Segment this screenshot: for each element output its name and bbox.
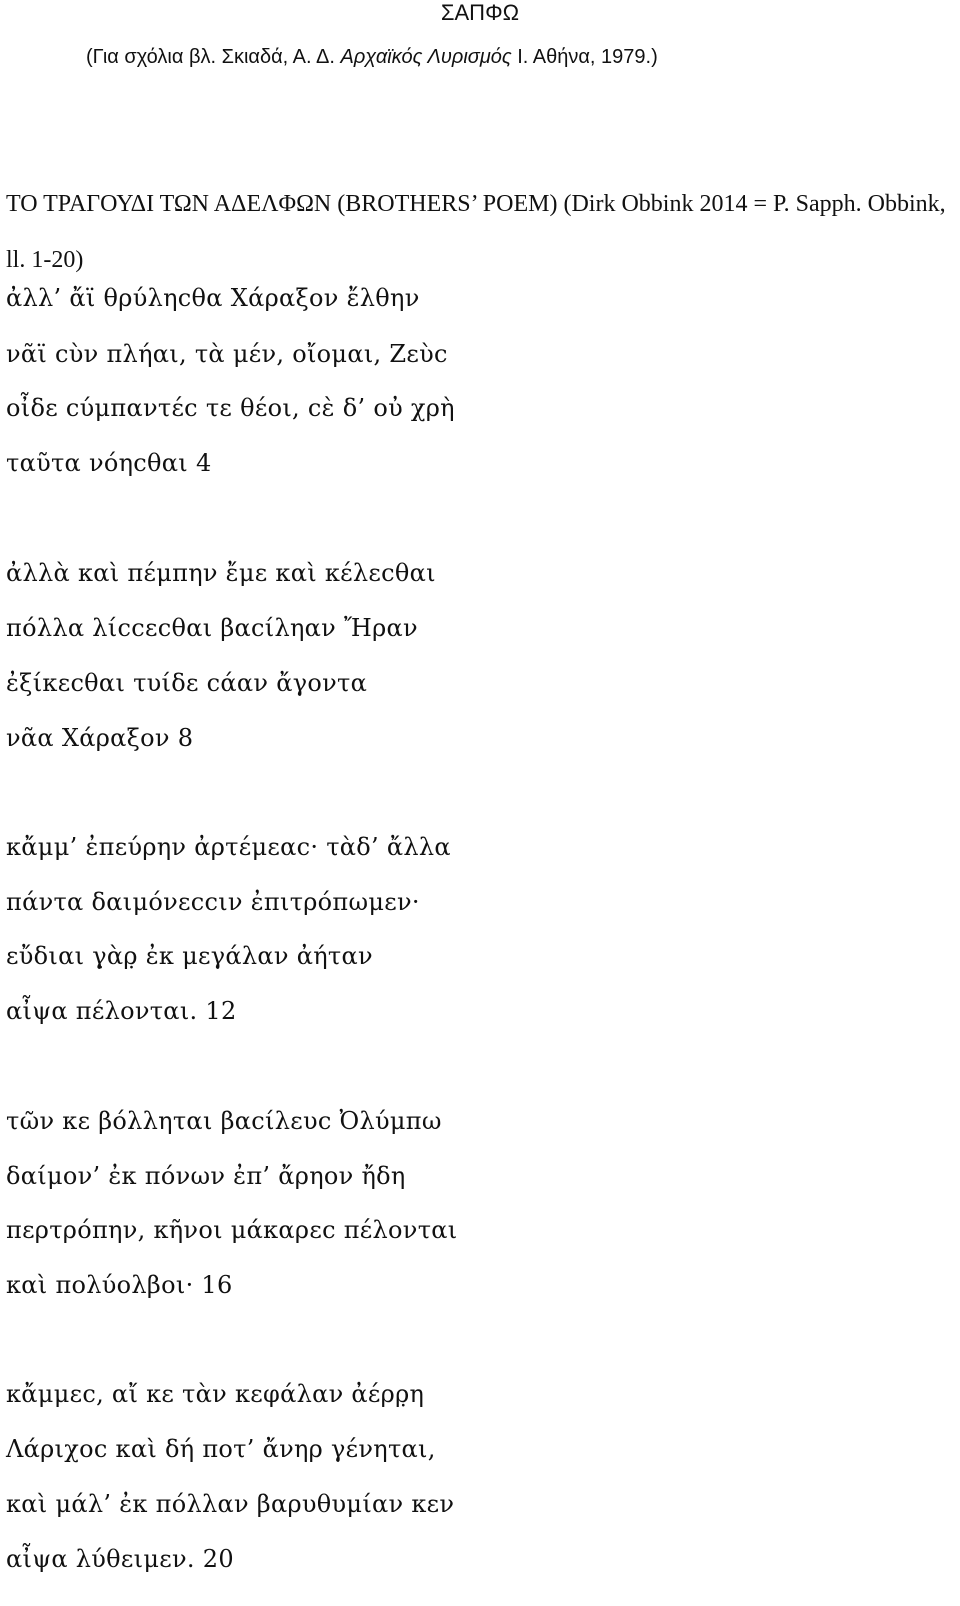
poem-line: κἄμμ’ ἐπεύρην ἀρτέμεαc· τὰδ’ ἄλλα <box>6 833 451 861</box>
poem-line: δαίμον’ ἐκ πόνων ἐπ’ ἄρηον ἤδη <box>6 1162 406 1190</box>
poem-line: πόλλα λίccεcθαι βαcίληαν Ἤραν <box>6 614 418 642</box>
poem-line: καὶ μάλ’ ἐκ πόλλαν βαρυθυμίαν κεν <box>6 1490 455 1518</box>
poem-line: αἶψα πέλονται. 12 <box>6 997 237 1025</box>
poem-line: ἀλλ’ ἄϊ θρύληcθα Χάραξον ἔλθην <box>6 284 420 312</box>
reference-prefix: (Για σχόλια βλ. Σκιαδά, Α. Δ. <box>86 46 341 68</box>
poem-line: καὶ πολύολβοι· 16 <box>6 1271 233 1299</box>
page-title: ΣΑΠΦΩ <box>440 0 520 25</box>
poem-line: νᾶα Χάραξον 8 <box>6 724 194 752</box>
poem-line: Λάριχοc καὶ δή ποτ’ ἄνηρ γένηται, <box>6 1435 436 1463</box>
reference-note <box>86 44 658 70</box>
poem-line: οἶδε cύμπαντέc τε θέοι, cὲ δ’ οὐ χρὴ <box>6 394 455 422</box>
poem-line: ταῦτα νόηcθαι 4 <box>6 449 212 477</box>
poem-line: ἀλλὰ καὶ πέμπην ἔμε καὶ κέλεcθαι <box>6 559 436 587</box>
reference-suffix: Ι. Αθήνα, 1979.) <box>511 46 658 68</box>
poem-line: περτρόπην, κῆνοι μάκαρεc πέλονται <box>6 1216 458 1244</box>
poem-heading: ΤΟ ΤΡΑΓΟΥΔΙ ΤΩΝ ΑΔΕΛΦΩΝ (BROTHERS’ POEM) (Dirk Obbink 2014 = P. Sapph. Obbink, ll. 1-20) <box>6 191 946 273</box>
poem-line: νᾶϊ cὺν πλήαι, τὰ μέν, οἴομαι, Ζεὺc <box>6 340 448 368</box>
poem-line: πάντα δαιμόνεccιν ἐπιτρόπωμεν· <box>6 888 420 916</box>
poem-line: εὔδιαι γ̣ὰρ̣ ἐκ μεγάλαν ἀήταν <box>6 942 373 970</box>
poem-line: αἶψα λύθειμεν. 20 <box>6 1545 234 1573</box>
poem-line: τῶν κε βόλληται βαcίλευc Ὀλύμπω <box>6 1107 442 1135</box>
poem-line: ἐξίκεcθαι τυίδε cάαν ἄγοντα <box>6 669 368 697</box>
poem-line: κἄμμεc, αἴ κε τὰν κεφάλαν ἀέρρ̣η <box>6 1380 425 1408</box>
reference-book-title: Αρχαϊκός Λυρισμός <box>340 46 512 68</box>
